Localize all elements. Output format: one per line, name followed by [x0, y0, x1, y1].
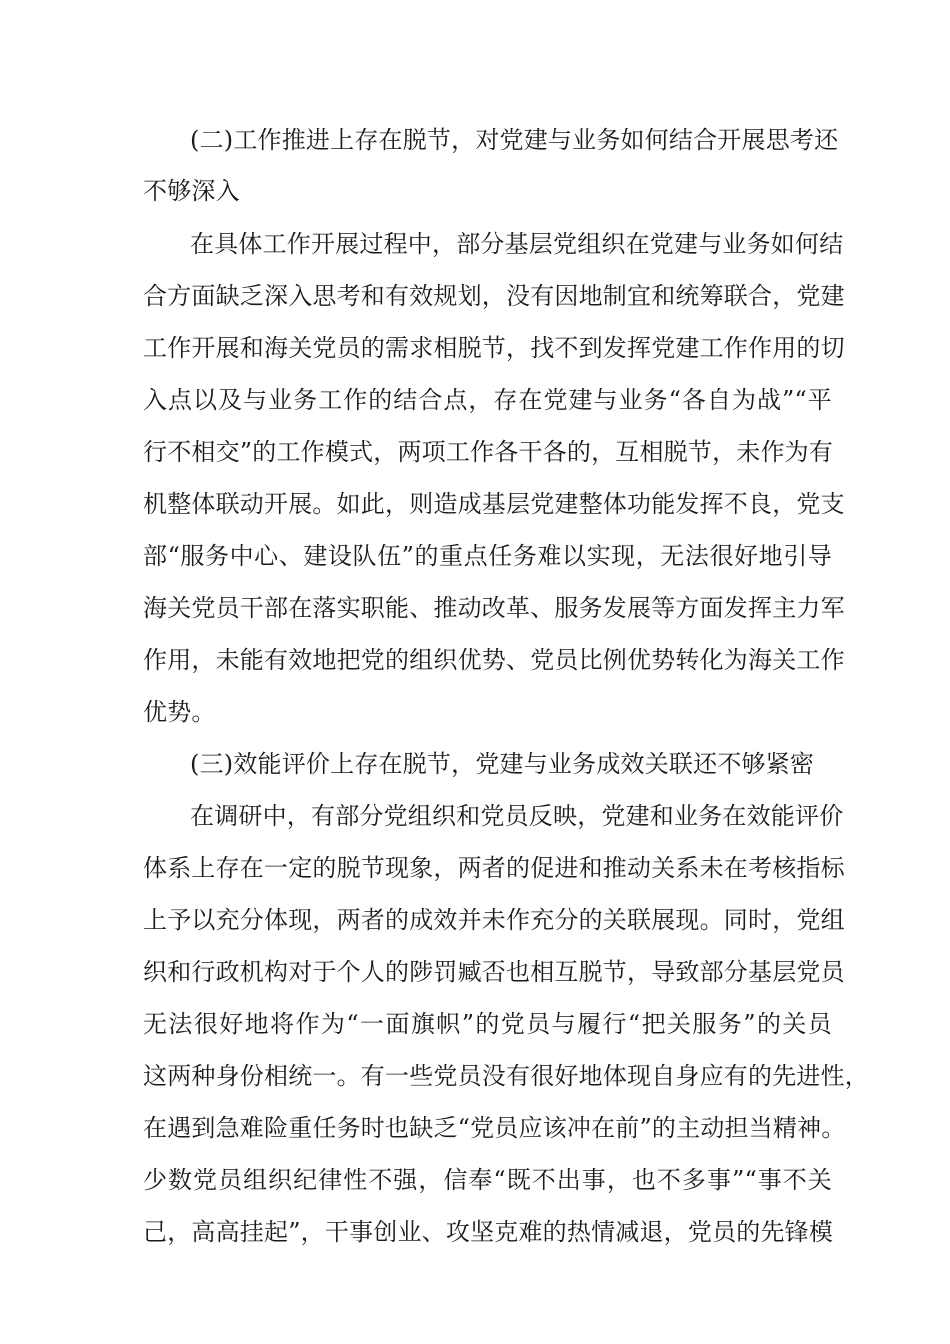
- paragraph-line: 少数党员组织纪律性不强，信奉“既不出事，也不多事”“事不关: [143, 1166, 832, 1194]
- paragraph-line: 在调研中，有部分党组织和党员反映，党建和业务在效能评价: [190, 802, 844, 830]
- paragraph-line: 在遇到急难险重任务时也缺乏“党员应该冲在前”的主动担当精神。: [143, 1114, 846, 1142]
- paragraph-line: 这两种身份相统一。有一些党员没有很好地体现自身应有的先进性，: [143, 1062, 869, 1090]
- paragraph-line: 上予以充分体现，两者的成效并未作充分的关联展现。同时，党组: [143, 906, 845, 934]
- paragraph-line: 己，高高挂起”，干事创业、攻坚克难的热情减退，党员的先锋模: [143, 1218, 834, 1246]
- paragraph-line: 部“服务中心、建设队伍”的重点任务难以实现，无法很好地引导: [143, 542, 832, 570]
- paragraph-line: 体系上存在一定的脱节现象，两者的促进和推动关系未在考核指标: [143, 854, 845, 882]
- paragraph-line: 作用，未能有效地把党的组织优势、党员比例优势转化为海关工作: [143, 646, 845, 674]
- paragraph-line: 行不相交”的工作模式，两项工作各干各的，互相脱节，未作为有: [143, 438, 834, 466]
- paragraph-line: 工作开展和海关党员的需求相脱节，找不到发挥党建工作作用的切: [143, 334, 845, 362]
- section-heading-3: (三)效能评价上存在脱节，党建与业务成效关联还不够紧密: [190, 750, 815, 778]
- paragraph-line: 在具体工作开展过程中，部分基层党组织在党建与业务如何结: [190, 230, 844, 258]
- paragraph-line: 海关党员干部在落实职能、推动改革、服务发展等方面发挥主力军: [143, 594, 845, 622]
- section-heading-2-line-2: 不够深入: [143, 177, 240, 205]
- paragraph-line: 无法很好地将作为“一面旗帜”的党员与履行“把关服务”的关员: [143, 1010, 832, 1038]
- paragraph-line: 入点以及与业务工作的结合点，存在党建与业务“各自为战”“平: [143, 386, 832, 414]
- section-heading-2-line-1: (二)工作推进上存在脱节，对党建与业务如何结合开展思考还: [190, 126, 839, 154]
- paragraph-line: 优势。: [143, 698, 216, 726]
- paragraph-line: 合方面缺乏深入思考和有效规划，没有因地制宜和统筹联合，党建: [143, 282, 845, 310]
- paragraph-line: 织和行政机构对于个人的陟罚臧否也相互脱节，导致部分基层党员: [143, 958, 845, 986]
- paragraph-line: 机整体联动开展。如此，则造成基层党建整体功能发挥不良，党支: [143, 490, 845, 518]
